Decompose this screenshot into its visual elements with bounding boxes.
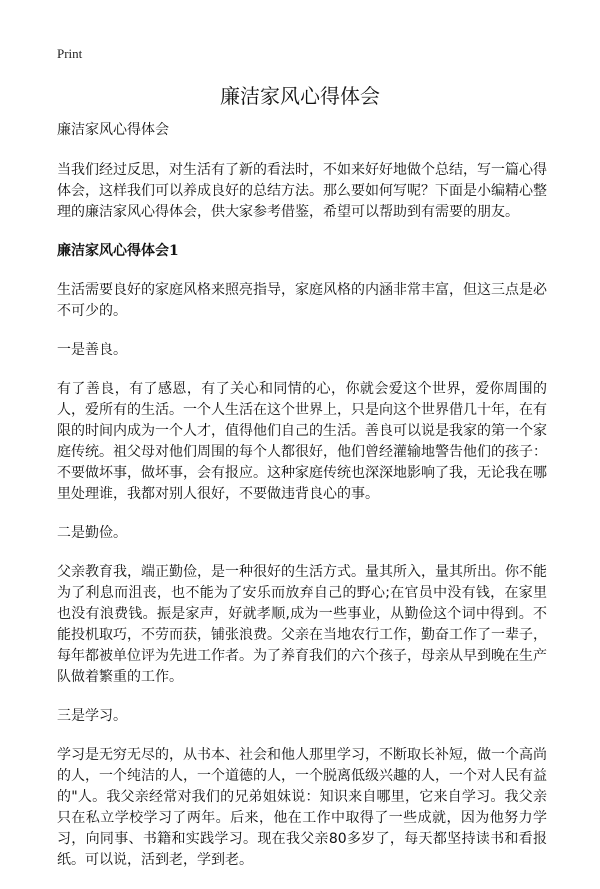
paragraph-1: 生活需要良好的家庭风格来照亮指导，家庭风格的内涵非常丰富，但这三点是必不可少的。 bbox=[57, 282, 547, 319]
document-title: 廉洁家风心得体会 bbox=[220, 84, 380, 108]
document-subtitle: 廉洁家风心得体会 bbox=[57, 122, 169, 138]
point-heading-thrift: 二是勤俭。 bbox=[57, 525, 127, 541]
point-heading-learning: 三是学习。 bbox=[57, 708, 127, 724]
point-heading-kindness: 一是善良。 bbox=[57, 342, 127, 358]
paragraph-kindness: 有了善良，有了感恩，有了关心和同情的心，你就会爱这个世界，爱你周围的人，爱所有的生活。一个人生活在这个世界上，只是向这个世界借几十年，在有限的时间内成为一个人才，值得他们自己的生活。善良可以说是我家的第一个家庭传统。祖父母对他们周围的每个人都很好，他们曾经灌输地警告他们的孩子：不要做坏事，做坏事，会有报应。这种家庭传统也深深地影响了我，无论我在哪里处理谁，我都对别人很好，不要做违背良心的事。 bbox=[57, 381, 547, 502]
print-link[interactable]: Print bbox=[57, 46, 83, 61]
document-body bbox=[57, 120, 547, 889]
paragraph-learning: 学习是无穷无尽的，从书本、社会和他人那里学习，不断取长补短，做一个高尚的人，一个纯洁的人，一个道德的人，一个脱离低级兴趣的人，一个对人民有益的"人。我父亲经常对我们的兄弟姐妹说：知识来自哪里，它来自学习。我父亲只在私立学校学习了两年。后来，他在工作中取得了一些成就，因为他努力学习，向同事、书籍和实践学习。现在我父亲80多岁了，每天都坚持读书和看报纸。可以说，活到老，学到老。 bbox=[57, 747, 547, 868]
paragraph-thrift: 父亲教育我，端正勤俭，是一种很好的生活方式。量其所入，量其所出。你不能为了利息而沮丧，也不能为了安乐而放弃自己的野心;在官员中没有钱，在家里也没有浪费钱。振是家声，好就孝顺,成为一些事业，从勤俭这个词中得到。不能投机取巧，不劳而获，铺张浪费。父亲在当地农行工作，勤奋工作了一辈子，每年都被单位评为先进工作者。为了养育我们的六个孩子，母亲从早到晚在生产队做着繁重的工作。 bbox=[57, 564, 547, 685]
section-heading: 廉洁家风心得体会1 bbox=[57, 243, 179, 259]
intro-paragraph: 当我们经过反思，对生活有了新的看法时，不如来好好地做个总结，写一篇心得体会，这样我们可以养成良好的总结方法。那么要如何写呢？下面是小编精心整理的廉洁家风心得体会，供大家参考借鉴，希望可以帮助到有需要的朋友。 bbox=[57, 162, 547, 220]
